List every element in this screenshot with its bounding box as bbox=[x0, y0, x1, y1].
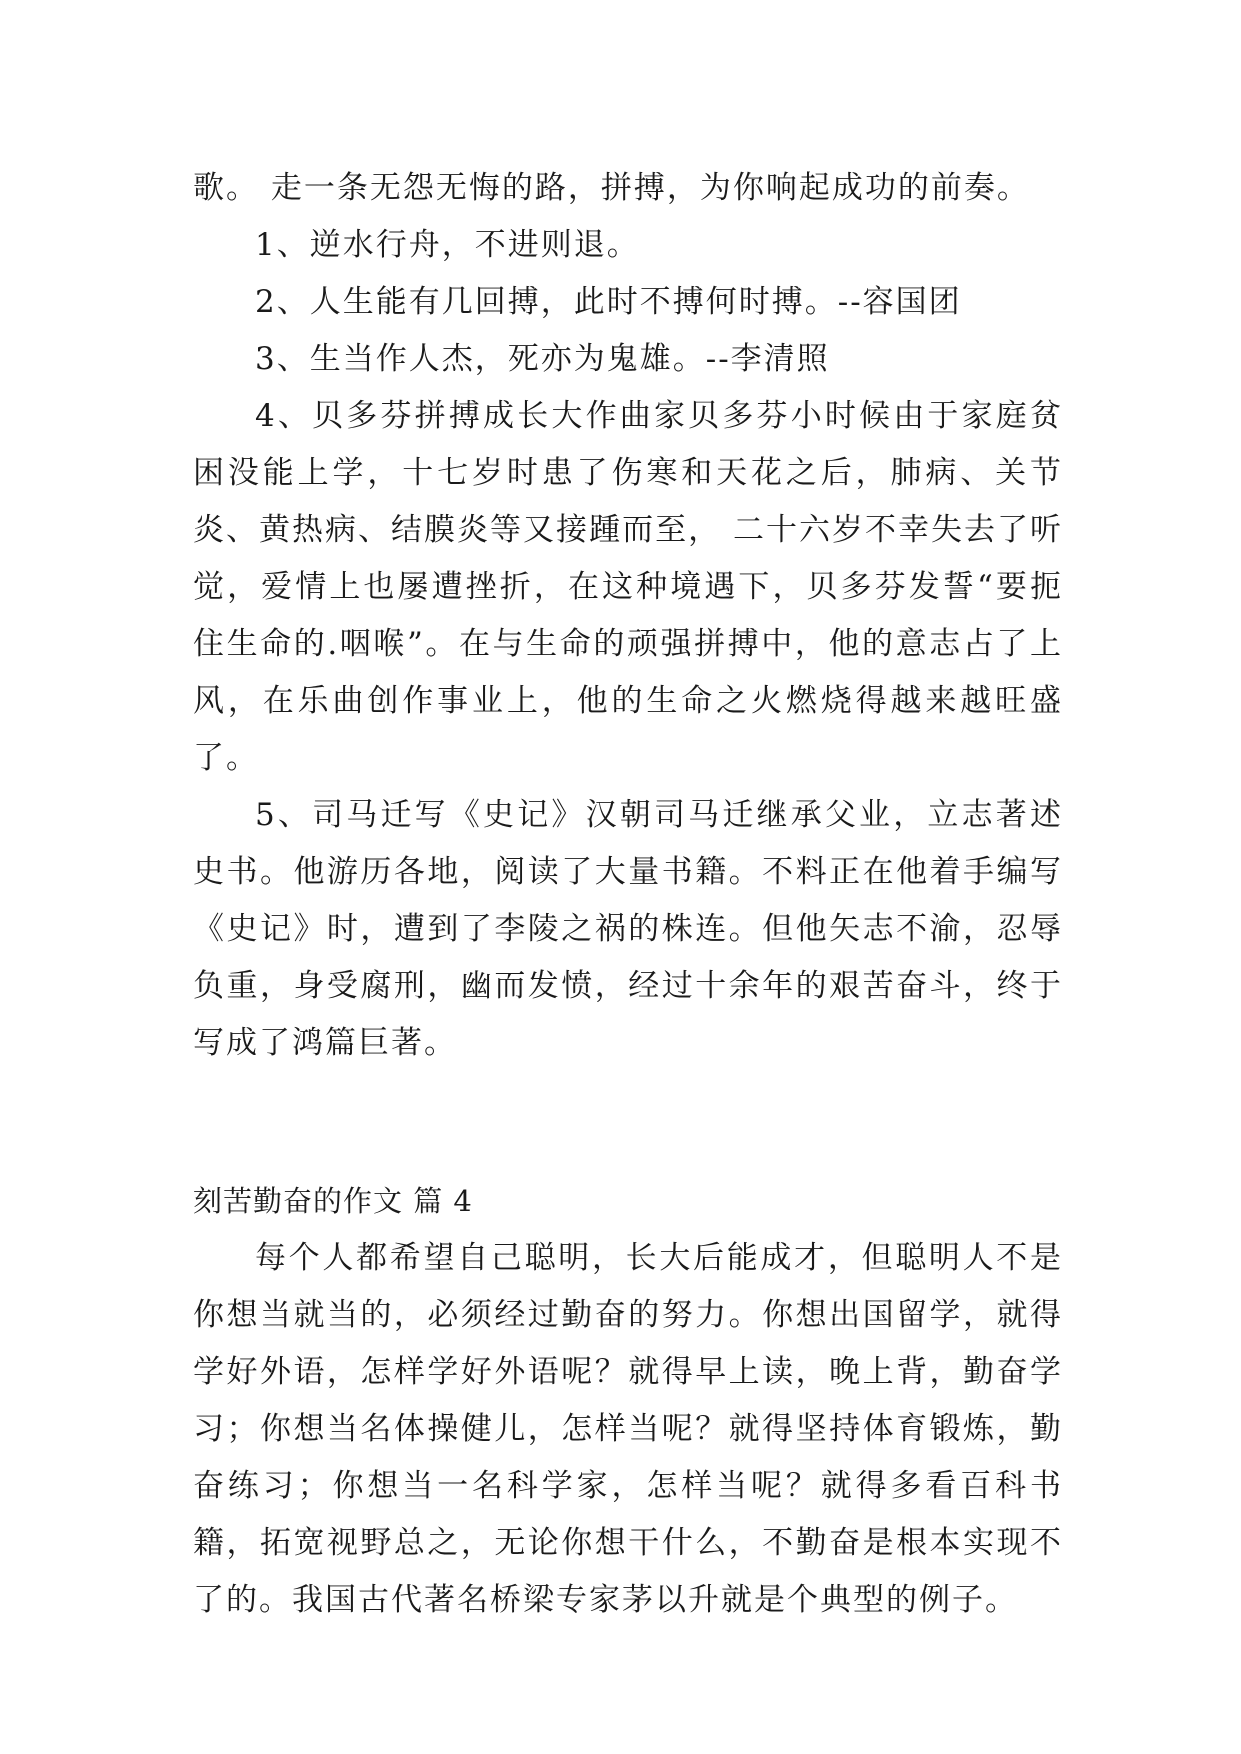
section-title: 刻苦勤奋的作文 篇 4 bbox=[193, 1184, 473, 1218]
section-paragraph: 每个人都希望自己聪明，长大后能成才，但聪明人不是你想当就当的，必须经过勤奋的努力。你想出国留学，就得学好外语，怎样学好外语呢？就得早上读，晚上背，勤奋学习；你想当名体操健儿，怎样当呢？就得坚持体育锻炼，勤奋练习；你想当一名科学家，怎样当呢？就得多看百科书籍，拓宽视野总之，无论你想干什么，不勤奋是根本实现不了的。我国古代著名桥梁专家茅以升就是个典型的例子。 bbox=[193, 1240, 1063, 1618]
list-item-5: 5、司马迁写《史记》汉朝司马迁继承父业，立志著述史书。他游历各地，阅读了大量书籍。不料正在他着手编写《史记》时，遭到了李陵之祸的株连。但他矢志不渝，忍辱负重，身受腐刑，幽而发愤，经过十余年的艰苦奋斗，终于写成了鸿篇巨著。 bbox=[193, 797, 1063, 1061]
list-item-3: 3、生当作人杰，死亦为鬼雄。--李清照 bbox=[255, 341, 830, 377]
document-body bbox=[193, 160, 1063, 1629]
list-item-1: 1、逆水行舟，不进则退。 bbox=[255, 227, 640, 263]
continuation-paragraph: 歌。 走一条无怨无悔的路，拼搏，为你响起成功的前奏。 bbox=[193, 170, 1030, 206]
section-gap bbox=[193, 1072, 1063, 1173]
list-item-4: 4、贝多芬拼搏成长大作曲家贝多芬小时候由于家庭贫困没能上学，十七岁时患了伤寒和天花之后，肺病、关节炎、黄热病、结膜炎等又接踵而至， 二十六岁不幸失去了听觉，爱情上也屡遭挫折，在这种境遇下，贝多芬发誓“要扼住生命的.咽喉”。在与生命的顽强拼搏中，他的意志占了上风，在乐曲创作事业上，他的生命之火燃烧得越来越旺盛了。 bbox=[193, 398, 1063, 776]
list-item-2: 2、人生能有几回搏，此时不搏何时搏。--容国团 bbox=[255, 284, 962, 320]
